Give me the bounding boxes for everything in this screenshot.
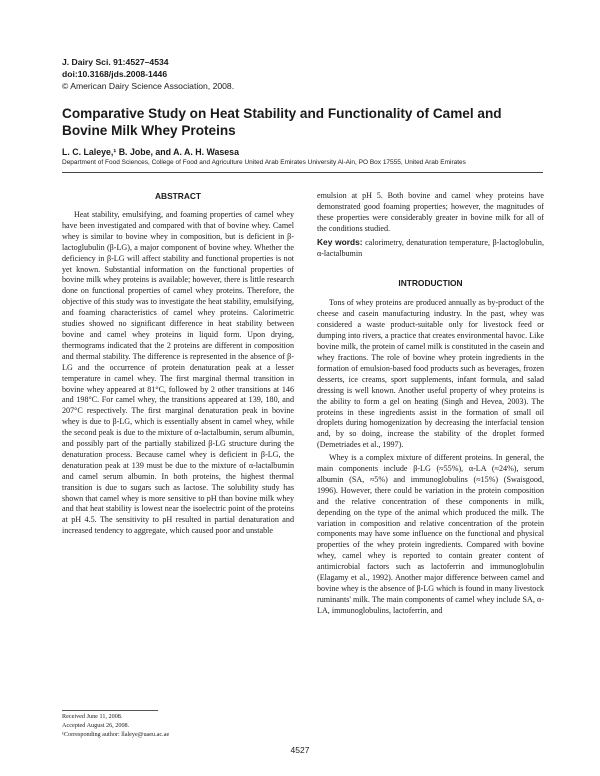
abstract-text: Heat stability, emulsifying, and foaming properties of camel whey have been investigated and compared with that of bovine whey. Camel whey is similar to bovine whey in composition, but is deficient in β-lactoglubulin (β-LG), a major component of bovine whey. Whether the deficiency in β-LG will affect stability and functional properties is not yet known. Substantial information on the functional properties of bovine milk whey proteins is available; however, there is little research done on functional properties of camel whey proteins. Therefore, the objective of this study was to investigate the heat stability, emulsifying, and foaming characteristics of camel whey proteins. Calorimetric studies showed no significant difference in heat stability between bovine and camel whey proteins in liquid form. Upon drying, thermograms indicated that the 2 proteins are different in composition and thermal stability. The difference is represented in the absence of β-LG and the occurrence of protein denaturation peak at a lesser temperature in camel whey. The first marginal thermal transition in bovine whey appeared at 81°C, followed by 2 other transitions at 146 and 198°C. For camel whey, the transitions appeared at 139, 180, and 207°C respectively. The first marginal denaturation peak in bovine whey is due to β-LG, which is essentially absent in camel whey, while the second peak is due to the mixture of α-lactalbumin, serum albumin, and possibly part of the partially stabilized β-LG structure during the denaturation process. Because camel whey is deficient in β-LG, the denaturation peak at 139 must be due to the mixture of α-lactalbumin and camel serum albumin. In both proteins, the highest thermal transition is due to sugars such as lactose. The solubility study has shown that camel whey is more sensitive to pH than bovine milk whey and that heat stability is lowest near the isoelectric point of the proteins at pH 4.5. The sensitivity to pH resulted in partial denaturation and increased tendency to aggregate, which caused poor and unstable bbox=[62, 210, 294, 536]
abstract-continuation: emulsion at pH 5. Both bovine and camel whey proteins have demonstrated good foaming properties; however, the magnitudes of these properties were considerably greater in bovine milk for all of the conditions studied. bbox=[317, 191, 544, 233]
left-column bbox=[62, 191, 294, 537]
journal-citation: J. Dairy Sci. 91:4527–4534 bbox=[62, 57, 169, 67]
abstract-heading: ABSTRACT bbox=[154, 191, 202, 201]
footnotes bbox=[62, 713, 169, 739]
received-date: Received June 11, 2008. bbox=[62, 713, 123, 720]
authors: L. C. Laleye,¹ B. Jobe, and A. A. H. Wasesa bbox=[62, 147, 239, 157]
right-column bbox=[317, 191, 544, 617]
journal-header bbox=[62, 56, 234, 92]
article-title: Comparative Study on Heat Stability and Functionality of Camel and Bovine Milk Whey Proteins bbox=[62, 106, 502, 138]
introduction-paragraph-1: Tons of whey proteins are produced annually as by-product of the cheese and casein manufacturing industry. In the past, whey was considered a waste product-suitable only for livestock feed or dumping into rivers, a practice that creates environmental havoc. Like bovine milk, the protein of camel milk is constituted in the casein and whey fractions. The role of bovine whey protein ingredients in the formation of emulsion-based food products such as beverages, frozen desserts, ice creams, sport supplements, infant formula, and salad dressing is well known. Another useful property of whey proteins is the ability to form a gel on heating (Singh and Hevea, 2003). The proteins in these ingredients assist in the formation of small oil droplets during homogenization by decreasing the interfacial tension and, by so doing, increase the stability of the droplet formed (Demetriades et al., 1997). bbox=[317, 298, 544, 450]
keywords-text: calorimetry, denaturation temperature, β-lactoglobulin, α-lactalbumin bbox=[317, 237, 544, 258]
page-number: 4527 bbox=[290, 745, 310, 755]
accepted-date: Accepted August 26, 2008. bbox=[62, 721, 130, 729]
keywords bbox=[317, 237, 544, 260]
copyright: © American Dairy Science Association, 2008. bbox=[62, 81, 235, 91]
affiliation: Department of Food Sciences, College of Food and Agriculture United Arab Emirates University Al-Ain, PO Box 17555, United Arab Emirates bbox=[62, 159, 466, 166]
introduction-paragraph-2: Whey is a complex mixture of different proteins. In general, the main components include β-LG (≈55%), α-LA (≈24%), serum albumin (SA, ≈5%) and immunoglobulins (≈15%) (Swaisgood, 1996). However, there could be variation in the protein composition and the relative concentration of these components in milk, depending on the type of the animal which produced the milk. The variation in composition and relative concentration of the protein components may have some influence on the functional and physical properties of the whey protein ingredients. Compared with bovine whey, camel whey is reported to contain greater content of antimicrobial factors such as lactoferrin and immunoglobulin (Elagamy et al., 1992). Another major difference between camel and bovine whey is the absence of β-LG which is found in many livestock ruminants' milk. The main components of camel whey include SA, α-LA, immunoglobulins, lactoferrin, and bbox=[317, 453, 544, 615]
doi: doi:10.3168/jds.2008-1446 bbox=[62, 69, 168, 79]
corresponding-author: ¹Corresponding author: llaleye@uaeu.ac.ae bbox=[62, 730, 170, 738]
keywords-label: Key words: bbox=[317, 236, 363, 247]
header-rule bbox=[62, 172, 543, 173]
footnote-rule bbox=[62, 710, 158, 711]
introduction-heading: INTRODUCTION bbox=[398, 278, 463, 289]
